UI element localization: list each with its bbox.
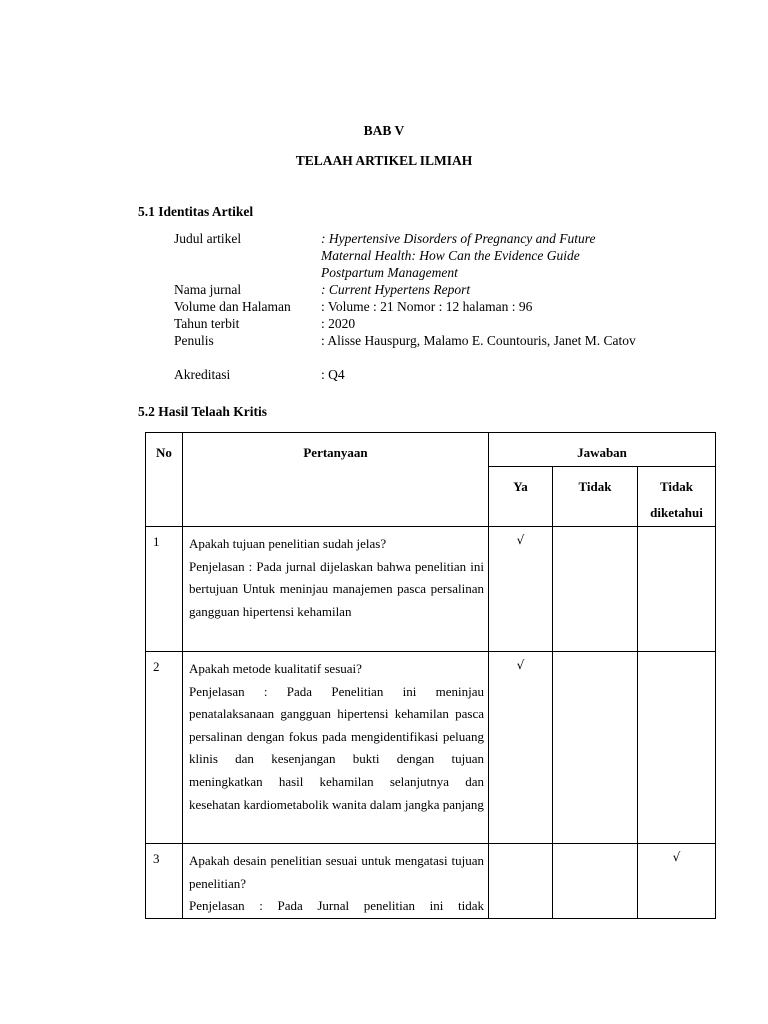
header-unknown bbox=[638, 467, 716, 527]
identity-label: Volume dan Halaman bbox=[174, 299, 291, 314]
header-answer-label: Jawaban bbox=[577, 445, 627, 460]
answer-unknown-cell bbox=[638, 844, 716, 919]
question-text: Apakah metode kualitatif sesuai? bbox=[189, 661, 362, 676]
answer-yes-cell bbox=[489, 652, 553, 844]
identity-label: Judul artikel bbox=[174, 231, 242, 246]
answer-no-cell bbox=[553, 844, 638, 919]
header-no bbox=[146, 433, 183, 527]
question-cell bbox=[183, 844, 489, 919]
identity-row-title bbox=[174, 230, 644, 281]
answer-unknown-cell bbox=[638, 527, 716, 652]
table-row bbox=[146, 652, 716, 844]
question-cell bbox=[183, 652, 489, 844]
answer-no-cell bbox=[553, 527, 638, 652]
identity-value-accreditation: : Q4 bbox=[321, 367, 345, 382]
identity-row-authors bbox=[174, 332, 644, 366]
question-cell bbox=[183, 527, 489, 652]
table-row bbox=[146, 844, 716, 919]
identity-value-volume: : Volume : 21 Nomor : 12 halaman : 96 bbox=[321, 299, 533, 314]
question-explanation: Penjelasan : Pada Jurnal penelitian ini tidak bbox=[189, 898, 484, 914]
header-question-label: Pertanyaan bbox=[303, 445, 368, 460]
identity-label: Penulis bbox=[174, 333, 214, 348]
identity-value-journal: : Current Hypertens Report bbox=[321, 282, 471, 297]
question-explanation: Penjelasan : Pada Penelitian ini meninjau penatalaksanaan gangguan hipertensi kehamilan pasca persalinan dengan fokus pada mengidentifikasi peluang klinis dan kesenjangan bukti dengan tujuan meningkatkan hasil kehamilan selanjutnya dan kesehatan kardiometabolik wanita dalam jangka panjang bbox=[189, 683, 484, 812]
section-heading-critique: 5.2 Hasil Telaah Kritis bbox=[138, 404, 268, 419]
row-number: 1 bbox=[146, 527, 183, 652]
header-unknown-label: Tidak diketahui bbox=[650, 479, 703, 520]
identity-row-year bbox=[174, 315, 644, 332]
identity-row-journal bbox=[174, 281, 644, 298]
identity-label: Nama jurnal bbox=[174, 282, 242, 297]
row-number: 2 bbox=[146, 652, 183, 844]
answer-no-cell bbox=[553, 652, 638, 844]
check-mark-icon: √ bbox=[516, 658, 525, 672]
header-yes bbox=[489, 467, 553, 527]
header-question bbox=[183, 433, 489, 527]
section-heading-identity: 5.1 Identitas Artikel bbox=[138, 204, 254, 219]
chapter-number: BAB V bbox=[363, 123, 405, 138]
question-text: Apakah desain penelitian sesuai untuk mengatasi tujuan penelitian? bbox=[189, 853, 484, 891]
header-no-answer-label: Tidak bbox=[578, 479, 612, 494]
identity-label: Akreditasi bbox=[174, 367, 231, 382]
identity-value-authors: : Alisse Hauspurg, Malamo E. Countouris, Janet M. Catov bbox=[321, 333, 636, 348]
identity-value-year: : 2020 bbox=[321, 316, 356, 331]
chapter-title: TELAAH ARTIKEL ILMIAH bbox=[295, 153, 473, 168]
check-mark-icon: √ bbox=[672, 850, 681, 864]
header-no-label: No bbox=[156, 445, 172, 460]
header-answer bbox=[489, 433, 716, 467]
identity-row-volume bbox=[174, 298, 644, 315]
identity-value-title: : Hypertensive Disorders of Pregnancy and Future Maternal Health: How Can the Evidence Guide Postpartum Management bbox=[321, 231, 596, 280]
critique-table bbox=[145, 432, 716, 919]
answer-unknown-cell bbox=[638, 652, 716, 844]
answer-yes-cell bbox=[489, 844, 553, 919]
identity-label: Tahun terbit bbox=[174, 316, 240, 331]
row-number: 3 bbox=[146, 844, 183, 919]
identity-row-accreditation bbox=[174, 366, 644, 383]
question-text: Apakah tujuan penelitian sudah jelas? bbox=[189, 536, 387, 551]
article-identity-list bbox=[174, 230, 644, 383]
header-yes-label: Ya bbox=[513, 479, 528, 494]
table-row bbox=[146, 527, 716, 652]
check-mark-icon: √ bbox=[516, 533, 525, 547]
header-no-answer bbox=[553, 467, 638, 527]
question-explanation: Penjelasan : Pada jurnal dijelaskan bahwa penelitian ini bertujuan Untuk meninjau manajemen pasca persalinan gangguan hipertensi kehamilan bbox=[189, 558, 484, 619]
answer-yes-cell bbox=[489, 527, 553, 652]
